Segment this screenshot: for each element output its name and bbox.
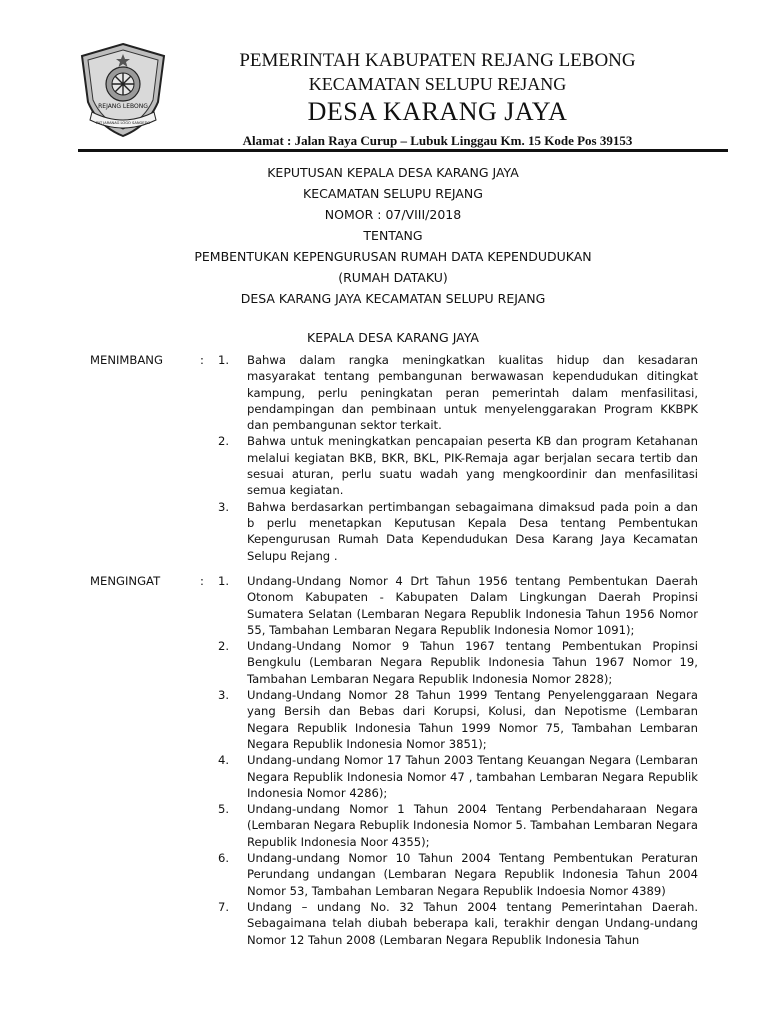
mengingat-list	[218, 573, 698, 948]
section-colon: :	[200, 574, 204, 588]
letterhead-divider	[78, 149, 728, 152]
letterhead-village: DESA KARANG JAYA	[307, 97, 568, 126]
decree-about: TENTANG	[363, 228, 423, 243]
item-number: 1.	[218, 353, 230, 367]
decree-number: NOMOR : 07/VIII/2018	[324, 207, 462, 222]
list-item	[218, 752, 698, 801]
section-label: MENIMBANG	[90, 353, 163, 367]
rejang-lebong-crest-logo	[78, 42, 168, 138]
list-item	[218, 573, 698, 638]
item-number: 5.	[218, 802, 230, 817]
list-item	[218, 499, 698, 564]
list-item	[218, 687, 698, 752]
item-text: Bahwa dalam rangka meningkatkan kualitas hidup dan kesadaran masyarakat tentang pembangunan berwawasan kependudukan ditingkat kampung, perlu peningkatan peran pemerintah dalam menfasilitasi, pendampingan dan pembinaan untuk menyelenggarakan Program KKBPK dan pembangunan sektor terkait.	[247, 353, 698, 433]
list-item	[218, 433, 698, 498]
section-colon: :	[200, 353, 204, 367]
section-label: MENGINGAT	[90, 574, 161, 588]
item-number: 6.	[218, 851, 230, 866]
decree-subject: PEMBENTUKAN KEPENGURUSAN RUMAH DATA KEPENDUDUKAN	[194, 249, 592, 264]
item-text: Bahwa berdasarkan pertimbangan sebagaimana dimaksud pada poin a dan b perlu menetapkan Keputusan Kepala Desa tentang Pembentukan Kepengurusan Rumah Data Kependudukan Desa Karang Jaya Kecamatan Selupu Rejang .	[247, 499, 698, 563]
crest-banner-text: PAT JARANAG LOGO SANGEDO	[95, 121, 151, 125]
list-item	[218, 801, 698, 850]
item-text: Undang-Undang Nomor 28 Tahun 1999 Tentang Penyelenggaraan Negara yang Bersih dan Bebas dari Korupsi, Kolusi, dan Nepotisme (Lembaran Negara Republik Indonesia Tahun 1999 Nomor 75, Tambahan Lembaran Negara Republik Indonesia Nomor 3851);	[247, 688, 698, 751]
item-text: Undang-Undang Nomor 9 Tahun 1967 tentang Pembentukan Propinsi Bengkulu (Lembaran Negara Republik Indonesia Tahun 1967 Nomor 19, Tambahan Lembaran Negara Republik Indonesia Nomor 2828);	[247, 639, 698, 686]
item-text: Undang – undang No. 32 Tahun 2004 tentang Pemerintahan Daerah. Sebagaimana telah diubah beberapa kali, terakhir dengan Undang-undang Nomor 12 Tahun 2008 (Lembaran Negara Republik Indonesia Tahun	[247, 899, 698, 947]
item-number: 3.	[218, 688, 230, 703]
decree-subdistrict: KECAMATAN SELUPU REJANG	[303, 186, 483, 201]
item-text: Undang-undang Nomor 10 Tahun 2004 Tentang Pembentukan Peraturan Perundang undangan (Lembaran Negara Republik Indonesia Tahun 2004 Nomor 53, Tambahan Lembaran Negara Republik Indoesia Nomor 4389)	[247, 851, 698, 898]
item-text: Undang-undang Nomor 1 Tahun 2004 Tentang Perbendaharaan Negara (Lembaran Negara Rebuplik Indonesia Nomor 5. Tambahan Lembaran Negara Republik Indonesia Noor 4355);	[247, 802, 698, 849]
decree-title-block	[78, 162, 708, 348]
item-text: Undang-Undang Nomor 4 Drt Tahun 1956 tentang Pembentukan Daerah Otonom Kabupaten - Kabupaten Dalam Lingkungan Daerah Propinsi Sumatera Selatan (Lembaran Negara Republik Indonesia Tahun 1956 Nomor 55, Tambahan Lembaran Negara Republik Indonesia Nomor 1091);	[247, 574, 698, 637]
decree-title: KEPUTUSAN KEPALA DESA KARANG JAYA	[267, 165, 519, 180]
item-number: 3.	[218, 499, 230, 514]
list-item	[218, 899, 698, 948]
list-item	[218, 850, 698, 899]
item-number: 2.	[218, 639, 230, 654]
item-text: Undang-undang Nomor 17 Tahun 2003 Tentang Keuangan Negara (Lembaran Negara Republik Indonesia Nomor 47 , tambahan Lembaran Negara Republik Indonesia Nomor 4286);	[247, 753, 698, 800]
crest-text-top: REJANG LEBONG	[98, 103, 148, 110]
item-text: Bahwa untuk meningkatkan pencapaian peserta KB dan program Ketahanan melalui kegiatan BKB, BKR, BKL, PIK-Remaja agar berjalan secara tertib dan sesuai aturan, perlu suatu wadah yang mengkoordinir dan menfasilitasi semua kegiatan.	[247, 434, 698, 498]
list-item	[218, 638, 698, 687]
decree-subject-short: (RUMAH DATAKU)	[338, 270, 448, 285]
list-item	[218, 352, 698, 433]
item-number: 4.	[218, 753, 230, 768]
letterhead-subdistrict: KECAMATAN SELUPU REJANG	[308, 74, 567, 94]
decree-issuer: KEPALA DESA KARANG JAYA	[307, 330, 479, 345]
letterhead	[170, 50, 705, 154]
letterhead-government: PEMERINTAH KABUPATEN REJANG LEBONG	[239, 50, 636, 71]
letterhead-address: Alamat : Jalan Raya Curup – Lubuk Linggau Km. 15 Kode Pos 39153	[242, 133, 633, 148]
item-number: 7.	[218, 899, 230, 914]
item-number: 1.	[218, 574, 230, 588]
menimbang-list	[218, 352, 698, 564]
decree-location: DESA KARANG JAYA KECAMATAN SELUPU REJANG	[240, 291, 546, 306]
item-number: 2.	[218, 434, 230, 449]
